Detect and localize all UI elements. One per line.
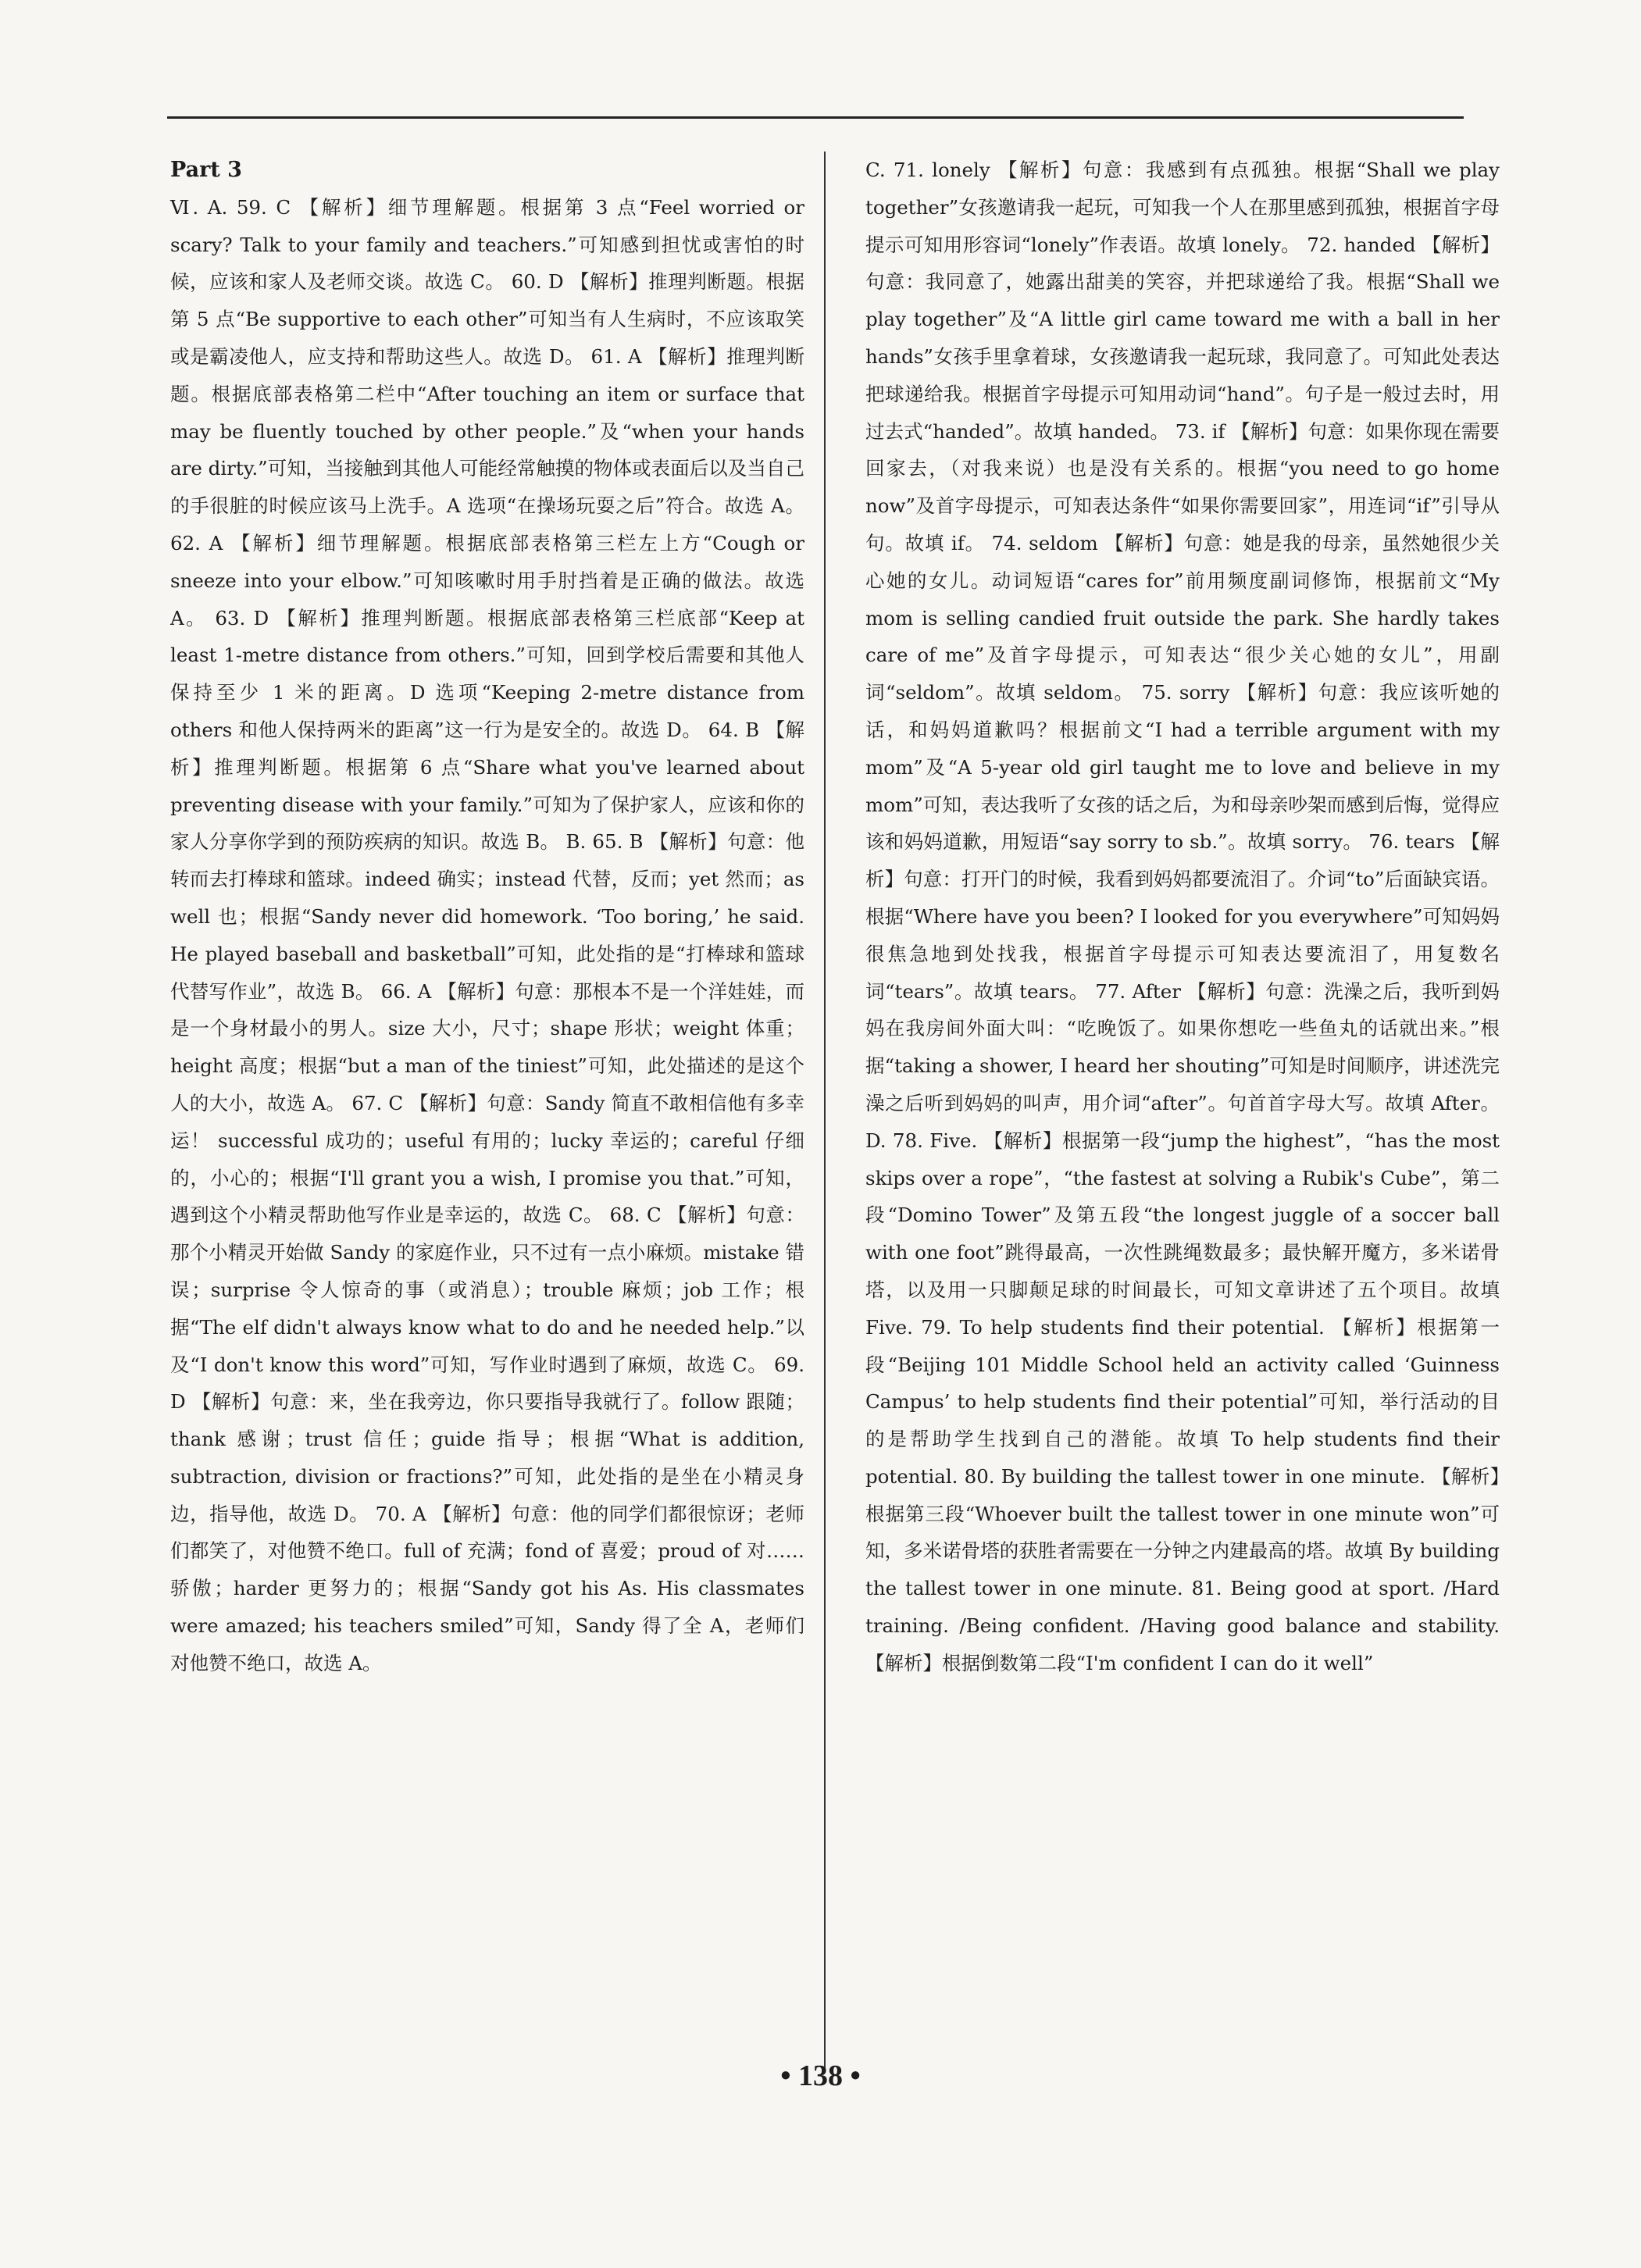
right-column [865,152,1500,1682]
part-heading: Part 3 [170,158,242,182]
right-column-text: C. 71. lonely 【解析】句意：我感到有点孤独。根据“Shall we play together”女孩邀请我一起玩，可知我一个人在那里感到孤独，根据首字母提示可知用形容词“lonely”作表语。故填 lonely。 72. handed 【解析】句意：我同意了，她露出甜美的笑容，并把球递给了我。根据“Shall we play together”及“A little girl came toward me with a ball in her hands”女孩手里拿着球，女孩邀请我一起玩球，我同意了。可知此处表达把球递给我。根据首字母提示可知用动词“hand”。句子是一般过去时，用过去式“handed”。故填 handed。 73. if 【解析】句意：如果你现在需要回家去，（对我来说）也是没有关系的。根据“you need to go home now”及首字母提示，可知表达条件“如果你需要回家”，用连词“if”引导从句。故填 if。 74. seldom 【解析】句意：她是我的母亲，虽然她很少关心她的女儿。动词短语“cares for”前用频度副词修饰，根据前文“My mom is selling candied fruit outside the park. She hardly takes care of me”及首字母提示，可知表达“很少关心她的女儿”，用副词“seldom”。故填 seldom。 75. sorry 【解析】句意：我应该听她的话，和妈妈道歉吗？根据前文“I had a terrible argument with my mom”及“A 5-year old girl taught me to love and believe in my mom”可知，表达我听了女孩的话之后，为和母亲吵架而感到后悔，觉得应该和妈妈道歉，用短语“say sorry to sb.”。故填 sorry。 76. tears 【解析】句意：打开门的时候，我看到妈妈都要流泪了。介词“to”后面缺宾语。根据“Where have you been? I looked for you everywhere”可知妈妈很焦急地到处找我，根据首字母提示可知表达要流泪了，用复数名词“tears”。故填 tears。 77. After 【解析】句意：洗澡之后，我听到妈妈在我房间外面大叫：“吃晚饭了。如果你想吃一些鱼丸的话就出来。”根据“taking a shower, I heard her shouting”可知是时间顺序，讲述洗完澡之后听到妈妈的叫声，用介词“after”。句首首字母大写。故填 After。 D. 78. Five. 【解析】根据第一段“jump the highest”，“has the most skips over a rope”，“the fastest at solving a Rubik's Cube”，第二段“Domino Tower”及第五段“the longest juggle of a soccer ball with one foot”跳得最高，一次性跳绳数最多；最快解开魔方，多米诺骨塔，以及用一只脚颠足球的时间最长，可知文章讲述了五个项目。故填 Five. 79. To help students find their potential. 【解析】根据第一段“Beijing 101 Middle School held an activity called ‘Guinness Campus’ to help students find their potential”可知，举行活动的目的是帮助学生找到自己的潜能。故填 To help students find their potential. 80. By building the tallest tower in one minute. 【解析】根据第三段“Whoever built the tallest tower in one minute won”可知，多米诺骨塔的获胜者需要在一分钟之内建最高的塔。故填 By building the tallest tower in one minute. 81. Being good at sport. /Hard training. /Being confident. /Having good balance and stability. 【解析】根据倒数第二段“I'm confident I can do it well” [865,159,1500,1674]
page-number: • 138 • [780,2059,861,2092]
top-rule [167,116,1464,119]
left-column-text: Ⅵ. A. 59. C 【解析】细节理解题。根据第 3 点“Feel worried or scary? Talk to your family and teachers.”可知感到担忧或害怕的时候，应该和家人及老师交谈。故选 C。 60. D 【解析】推理判断题。根据第 5 点“Be supportive to each other”可知当有人生病时，不应该取笑或是霸凌他人，应支持和帮助这些人。故选 D。 61. A 【解析】推理判断题。根据底部表格第二栏中“After touching an item or surface that may be fluently touched by other people.”及“when your hands are dirty.”可知，当接触到其他人可能经常触摸的物体或表面后以及当自己的手很脏的时候应该马上洗手。A 选项“在操场玩耍之后”符合。故选 A。 62. A 【解析】细节理解题。根据底部表格第三栏左上方“Cough or sneeze into your elbow.”可知咳嗽时用手肘挡着是正确的做法。故选 A。 63. D 【解析】推理判断题。根据底部表格第三栏底部“Keep at least 1-metre distance from others.”可知，回到学校后需要和其他人保持至少 1 米的距离。D 选项“Keeping 2-metre distance from others 和他人保持两米的距离”这一行为是安全的。故选 D。 64. B 【解析】推理判断题。根据第 6 点“Share what you've learned about preventing disease with your family.”可知为了保护家人，应该和你的家人分享你学到的预防疾病的知识。故选 B。 B. 65. B 【解析】句意：他转而去打棒球和篮球。indeed 确实；instead 代替，反而；yet 然而；as well 也；根据“Sandy never did homework. ‘Too boring,’ he said. He played baseball and basketball”可知，此处指的是“打棒球和篮球代替写作业”，故选 B。 66. A 【解析】句意：那根本不是一个洋娃娃，而是一个身材最小的男人。size 大小，尺寸；shape 形状；weight 体重；height 高度；根据“but a man of the tiniest”可知，此处描述的是这个人的大小，故选 A。 67. C 【解析】句意：Sandy 简直不敢相信他有多幸运！ successful 成功的；useful 有用的；lucky 幸运的；careful 仔细的，小心的；根据“I'll grant you a wish, I promise you that.”可知，遇到这个小精灵帮助他写作业是幸运的，故选 C。 68. C 【解析】句意：那个小精灵开始做 Sandy 的家庭作业，只不过有一点小麻烦。mistake 错误；surprise 令人惊奇的事（或消息）；trouble 麻烦；job 工作；根据“The elf didn't always know what to do and he needed help.”以及“I don't know this word”可知，写作业时遇到了麻烦，故选 C。 69. D 【解析】句意：来，坐在我旁边，你只要指导我就行了。follow 跟随；thank 感谢；trust 信任；guide 指导；根据“What is addition, subtraction, division or fractions?”可知，此处指的是坐在小精灵身边，指导他，故选 D。 70. A 【解析】句意：他的同学们都很惊讶；老师们都笑了，对他赞不绝口。full of 充满；fond of 喜爱；proud of 对……骄傲；harder 更努力的；根据“Sandy got his As. His classmates were amazed; his teachers smiled”可知，Sandy 得了全 A，老师们对他赞不绝口，故选 A。 [170,195,804,1674]
column-divider [824,152,826,2073]
left-column [170,152,804,1682]
